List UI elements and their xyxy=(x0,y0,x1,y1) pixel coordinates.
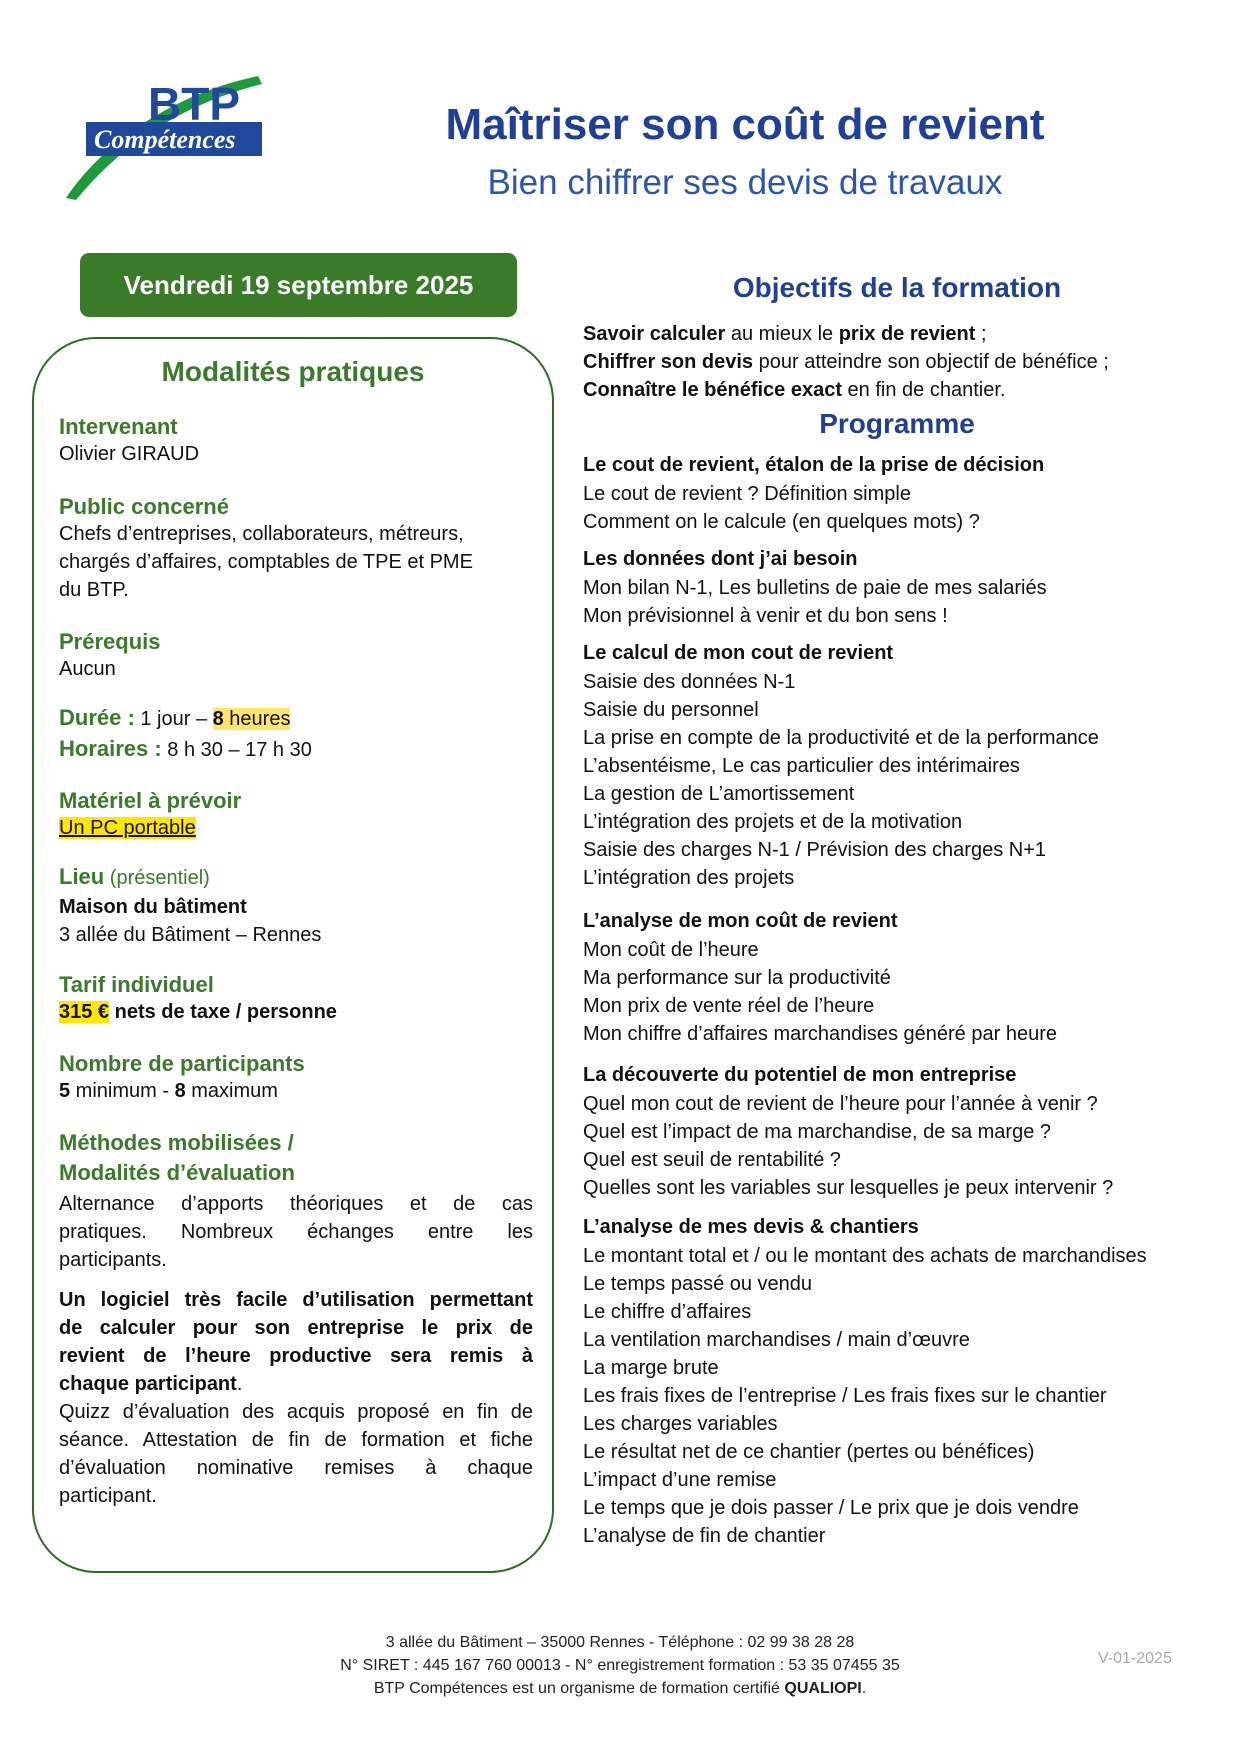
programme-section-heading: Le calcul de mon cout de revient xyxy=(583,642,894,664)
programme-item: Quelles sont les variables sur lesquelles je peux intervenir ? xyxy=(583,1177,1114,1199)
lieu-address: 3 allée du Bâtiment – Rennes xyxy=(59,924,322,946)
evaluation-label: Modalités d’évaluation xyxy=(59,1160,295,1185)
programme-item: Mon prévisionnel à venir et du bon sens ! xyxy=(583,605,948,627)
objectif-text: en fin de chantier. xyxy=(841,379,1006,401)
programme-item: Le temps que je dois passer / Le prix que je dois vendre xyxy=(583,1497,1079,1519)
logiciel-line: chaque participant xyxy=(59,1373,237,1395)
objectif-text: pour atteindre son objectif de bénéfice ; xyxy=(753,351,1109,373)
quizz-line: d’évaluation nominative remises à chaque xyxy=(59,1457,533,1479)
footer-address: 3 allée du Bâtiment – 35000 Rennes - Téléphone : 02 99 38 28 28 xyxy=(385,1634,855,1651)
document-version: V-01-2025 xyxy=(1098,1650,1172,1667)
materiel-line xyxy=(59,814,196,842)
page-title: Maîtriser son coût de revient xyxy=(445,100,1045,149)
prerequis-value: Aucun xyxy=(59,658,116,680)
programme-item: Mon bilan N-1, Les bulletins de paie de mes salariés xyxy=(583,577,1047,599)
programme-item: Les charges variables xyxy=(583,1413,778,1435)
programme-item: La marge brute xyxy=(583,1357,719,1379)
programme-item: La ventilation marchandises / main d’œuvre xyxy=(583,1329,970,1351)
materiel-label: Matériel à prévoir xyxy=(59,788,242,813)
programme-item: L’analyse de fin de chantier xyxy=(583,1525,826,1547)
logo-text-btp: BTP xyxy=(148,78,240,130)
programme-section-heading: L’analyse de mes devis & chantiers xyxy=(583,1216,919,1238)
programme-item: L’intégration des projets et de la motivation xyxy=(583,811,963,833)
programme-item: La prise en compte de la productivité et de la performance xyxy=(583,727,1099,749)
programme-item: Le résultat net de ce chantier (pertes ou bénéfices) xyxy=(583,1441,1035,1463)
objectif-item xyxy=(583,320,987,348)
programme-title: Programme xyxy=(819,408,975,439)
programme-section-heading: L’analyse de mon coût de revient xyxy=(583,910,898,932)
programme-item: L’absentéisme, Le cas particulier des intérimaires xyxy=(583,755,1020,777)
horaires-label: Horaires : xyxy=(59,736,162,761)
public-label: Public concerné xyxy=(59,494,229,519)
participants-max-text: maximum xyxy=(185,1080,278,1102)
participants-line xyxy=(59,1077,278,1105)
participants-min-text: minimum - xyxy=(70,1080,175,1102)
programme-section-heading: Le cout de revient, étalon de la prise de décision xyxy=(583,454,1045,476)
methodes-line: pratiques. Nombreux échanges entre les xyxy=(59,1221,533,1243)
programme-item: Quel mon cout de revient de l’heure pour l’année à venir ? xyxy=(583,1093,1098,1115)
page-subtitle: Bien chiffrer ses devis de travaux xyxy=(487,163,1003,202)
programme-item: Mon chiffre d’affaires marchandises généré par heure xyxy=(583,1023,1057,1045)
logo-graphic xyxy=(62,74,302,200)
footer-siret: N° SIRET : 445 167 760 00013 - N° enregistrement formation : 53 35 07455 35 xyxy=(340,1657,900,1674)
objectif-bold: Chiffrer son devis xyxy=(583,351,754,373)
programme-item: Le temps passé ou vendu xyxy=(583,1273,813,1295)
objectif-bold: prix de revient xyxy=(838,323,976,345)
duree-value-c: heures xyxy=(223,708,291,730)
programme-item: L’intégration des projets xyxy=(583,867,795,889)
programme-section-heading: Les données dont j’ai besoin xyxy=(583,548,858,570)
footer-qualiopi xyxy=(200,1680,1040,1698)
public-line: Chefs d’entreprises, collaborateurs, métreurs, xyxy=(59,523,464,545)
tarif-suffix: nets de taxe / personne xyxy=(109,1001,337,1023)
horaires-line xyxy=(59,735,312,764)
methodes-line: Alternance d’apports théoriques et de cas xyxy=(59,1193,533,1215)
public-line: du BTP. xyxy=(59,579,129,601)
materiel-value: Un PC portable xyxy=(59,817,196,839)
lieu-place: Maison du bâtiment xyxy=(59,896,247,918)
quizz-line: participant. xyxy=(59,1485,157,1507)
public-line: chargés d’affaires, comptables de TPE et PME xyxy=(59,551,473,573)
programme-item: Saisie des données N-1 xyxy=(583,671,796,693)
footer-qualiopi-end: . xyxy=(861,1680,867,1697)
footer-qualiopi-text: BTP Compétences est un organisme de formation certifié xyxy=(373,1680,785,1697)
programme-item: Quel est seuil de rentabilité ? xyxy=(583,1149,841,1171)
logiciel-line-last xyxy=(59,1370,242,1398)
objectif-bold: Connaître le bénéfice exact xyxy=(583,379,842,401)
logiciel-end: . xyxy=(236,1373,243,1395)
objectif-item xyxy=(583,348,1109,376)
programme-item: Saisie du personnel xyxy=(583,699,759,721)
duree-value-a: 1 jour – xyxy=(140,708,213,730)
tarif-price: 315 € xyxy=(59,1001,110,1023)
objectif-end: ; xyxy=(975,323,987,345)
programme-item: Ma performance sur la productivité xyxy=(583,967,891,989)
modalites-title: Modalités pratiques xyxy=(161,356,425,387)
programme-item: L’impact d’une remise xyxy=(583,1469,777,1491)
tarif-line xyxy=(59,998,337,1026)
quizz-line: Quizz d’évaluation des acquis proposé en fin de xyxy=(59,1401,533,1423)
btp-competences-logo xyxy=(62,74,302,200)
duree-label: Durée : xyxy=(59,705,135,730)
programme-item: Le cout de revient ? Définition simple xyxy=(583,483,911,505)
programme-section-heading: La découverte du potentiel de mon entreprise xyxy=(583,1064,1017,1086)
quizz-line: séance. Attestation de fin de formation et fiche xyxy=(59,1429,533,1451)
objectif-bold: Savoir calculer xyxy=(583,323,726,345)
methodes-label: Méthodes mobilisées / xyxy=(59,1130,294,1155)
duree-value-hours: 8 xyxy=(212,708,224,730)
programme-item: Saisie des charges N-1 / Prévision des charges N+1 xyxy=(583,839,1047,861)
lieu-label: Lieu xyxy=(59,864,105,889)
objectif-text: au mieux le xyxy=(725,323,839,345)
programme-item: Mon coût de l’heure xyxy=(583,939,759,961)
logiciel-line: Un logiciel très facile d’utilisation permettant xyxy=(59,1289,533,1311)
logiciel-line: revient de l’heure productive sera remis à xyxy=(59,1345,533,1367)
participants-label: Nombre de participants xyxy=(59,1051,305,1076)
horaires-value: 8 h 30 – 17 h 30 xyxy=(167,739,312,761)
lieu-note: (présentiel) xyxy=(109,867,210,889)
programme-item: La gestion de L’amortissement xyxy=(583,783,855,805)
tarif-label: Tarif individuel xyxy=(59,972,214,997)
date-banner: Vendredi 19 septembre 2025 xyxy=(80,253,517,317)
objectifs-title: Objectifs de la formation xyxy=(732,272,1062,303)
programme-item: Quel est l’impact de ma marchandise, de sa marge ? xyxy=(583,1121,1051,1143)
methodes-line: participants. xyxy=(59,1249,167,1271)
programme-item: Mon prix de vente réel de l’heure xyxy=(583,995,875,1017)
intervenant-label: Intervenant xyxy=(59,414,178,439)
lieu-line xyxy=(59,863,210,892)
prerequis-label: Prérequis xyxy=(59,629,161,654)
duree-line xyxy=(59,704,290,733)
objectif-item xyxy=(583,376,1005,404)
intervenant-value: Olivier GIRAUD xyxy=(59,443,200,465)
participants-min: 5 xyxy=(59,1080,71,1102)
footer-qualiopi-label: QUALIOPI xyxy=(784,1680,862,1697)
programme-item: Les frais fixes de l’entreprise / Les frais fixes sur le chantier xyxy=(583,1385,1107,1407)
programme-item: Le chiffre d’affaires xyxy=(583,1301,752,1323)
logiciel-line: de calculer pour son entreprise le prix de xyxy=(59,1317,533,1339)
programme-item: Comment on le calcule (en quelques mots) ? xyxy=(583,511,980,533)
participants-max: 8 xyxy=(174,1080,186,1102)
logo-text-competences: Compétences xyxy=(94,125,236,154)
programme-item: Le montant total et / ou le montant des achats de marchandises xyxy=(583,1245,1147,1267)
